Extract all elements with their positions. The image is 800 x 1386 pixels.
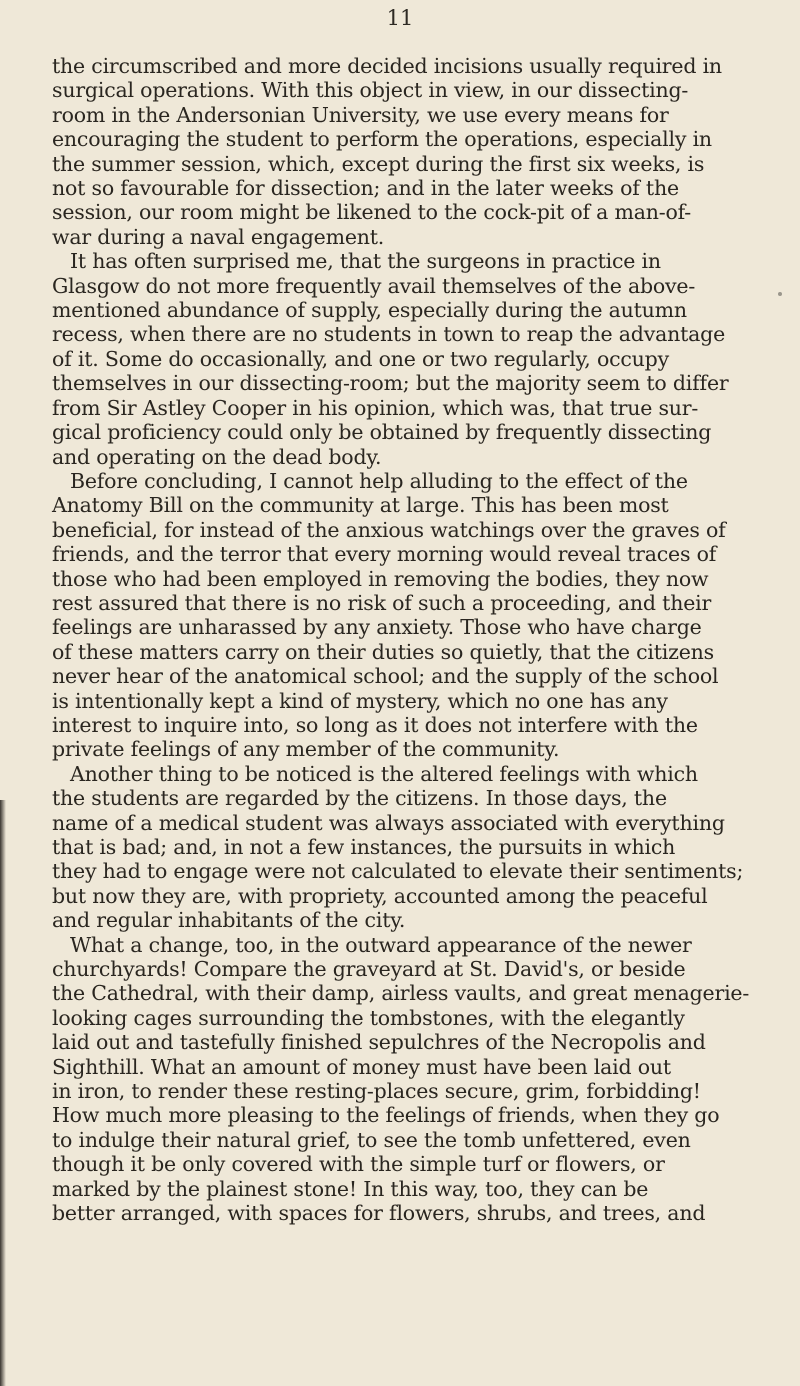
paragraph — [52, 54, 764, 249]
text-line: the circumscribed and more decided incisions usually required in — [52, 54, 722, 78]
text-line: Another thing to be noticed is the altered feelings with which — [70, 761, 698, 786]
text-line: encouraging the student to perform the operations, especially in — [52, 127, 712, 152]
text-line: gical proficiency could only be obtained by frequently dissecting — [52, 420, 712, 445]
text-line: surgical operations. With this object in view, in our dissecting- — [52, 78, 689, 103]
text-line: those who had been employed in removing the bodies, they now — [52, 566, 709, 591]
text-line: Glasgow do not more frequently avail themselves of the above- — [52, 273, 696, 298]
paragraph — [52, 933, 764, 1226]
text-line: recess, when there are no students in town to reap the advantage — [52, 322, 726, 347]
text-line: name of a medical student was always associated with everything — [52, 810, 725, 835]
text-line: from Sir Astley Cooper in his opinion, which was, that true sur- — [52, 395, 699, 420]
page-edge-shadow — [0, 800, 6, 1386]
text-line: laid out and tastefully finished sepulchres of the Necropolis and — [52, 1030, 706, 1055]
text-line: better arranged, with spaces for flowers, shrubs, and trees, and — [52, 1201, 706, 1226]
text-line: of these matters carry on their duties so quietly, that the citizens — [52, 639, 714, 664]
paper-spot — [778, 292, 782, 296]
text-line: feelings are unharassed by any anxiety. Those who have charge — [52, 615, 702, 640]
text-line: is intentionally kept a kind of mystery, which no one has any — [52, 688, 668, 713]
text-line: marked by the plainest stone! In this way, too, they can be — [52, 1176, 649, 1201]
text-line: the Cathedral, with their damp, airless vaults, and great menagerie- — [52, 981, 750, 1006]
text-line: room in the Andersonian University, we use every means for — [52, 102, 669, 127]
text-line: though it be only covered with the simple turf or flowers, or — [52, 1152, 665, 1177]
text-line: themselves in our dissecting-room; but the majority seem to differ — [52, 371, 729, 396]
text-line: churchyards! Compare the graveyard at St. David's, or beside — [52, 957, 686, 982]
text-line: and operating on the dead body. — [52, 444, 382, 469]
text-line: mentioned abundance of supply, especially during the autumn — [52, 298, 687, 323]
text-line: but now they are, with propriety, accounted among the peaceful — [52, 883, 708, 908]
paragraph — [52, 762, 764, 933]
text-line: rest assured that there is no risk of such a proceeding, and their — [52, 590, 712, 615]
text-line: What a change, too, in the outward appearance of the newer — [70, 932, 692, 957]
text-line: not so favourable for dissection; and in the later weeks of the — [52, 176, 679, 201]
text-line: beneficial, for instead of the anxious watchings over the graves of — [52, 517, 726, 542]
text-line: Anatomy Bill on the community at large. This has been most — [52, 493, 669, 518]
text-line: session, our room might be likened to the cock-pit of a man-of- — [52, 200, 692, 225]
text-line: to indulge their natural grief, to see the tomb unfettered, even — [52, 1127, 691, 1152]
text-line: and regular inhabitants of the city. — [52, 908, 406, 933]
body-text — [52, 54, 764, 1226]
text-line: they had to engage were not calculated to elevate their sentiments; — [52, 859, 744, 884]
paragraph — [52, 469, 764, 762]
text-line: of it. Some do occasionally, and one or two regularly, occupy — [52, 346, 669, 371]
text-line: Before concluding, I cannot help alluding to the effect of the — [70, 468, 688, 493]
page-number: 11 — [386, 6, 414, 30]
text-line: Sighthill. What an amount of money must have been laid out — [52, 1054, 671, 1079]
text-line: the students are regarded by the citizens. In those days, the — [52, 786, 667, 811]
text-line: war during a naval engagement. — [52, 224, 385, 249]
text-line: It has often surprised me, that the surgeons in practice in — [70, 249, 661, 274]
text-line: that is bad; and, in not a few instances, the pursuits in which — [52, 835, 676, 859]
text-line: How much more pleasing to the feelings of friends, when they go — [52, 1103, 720, 1128]
text-line: private feelings of any member of the community. — [52, 737, 560, 762]
text-line: interest to inquire into, so long as it does not interfere with the — [52, 712, 698, 737]
paragraph — [52, 249, 764, 469]
text-line: never hear of the anatomical school; and the supply of the school — [52, 664, 719, 689]
text-line: friends, and the terror that every morning would reveal traces of — [52, 542, 717, 567]
text-line: looking cages surrounding the tombstones, with the elegantly — [52, 1005, 685, 1030]
text-line: the summer session, which, except during the first six weeks, is — [52, 151, 705, 176]
text-line: in iron, to render these resting-places secure, grim, forbidding! — [52, 1079, 701, 1104]
